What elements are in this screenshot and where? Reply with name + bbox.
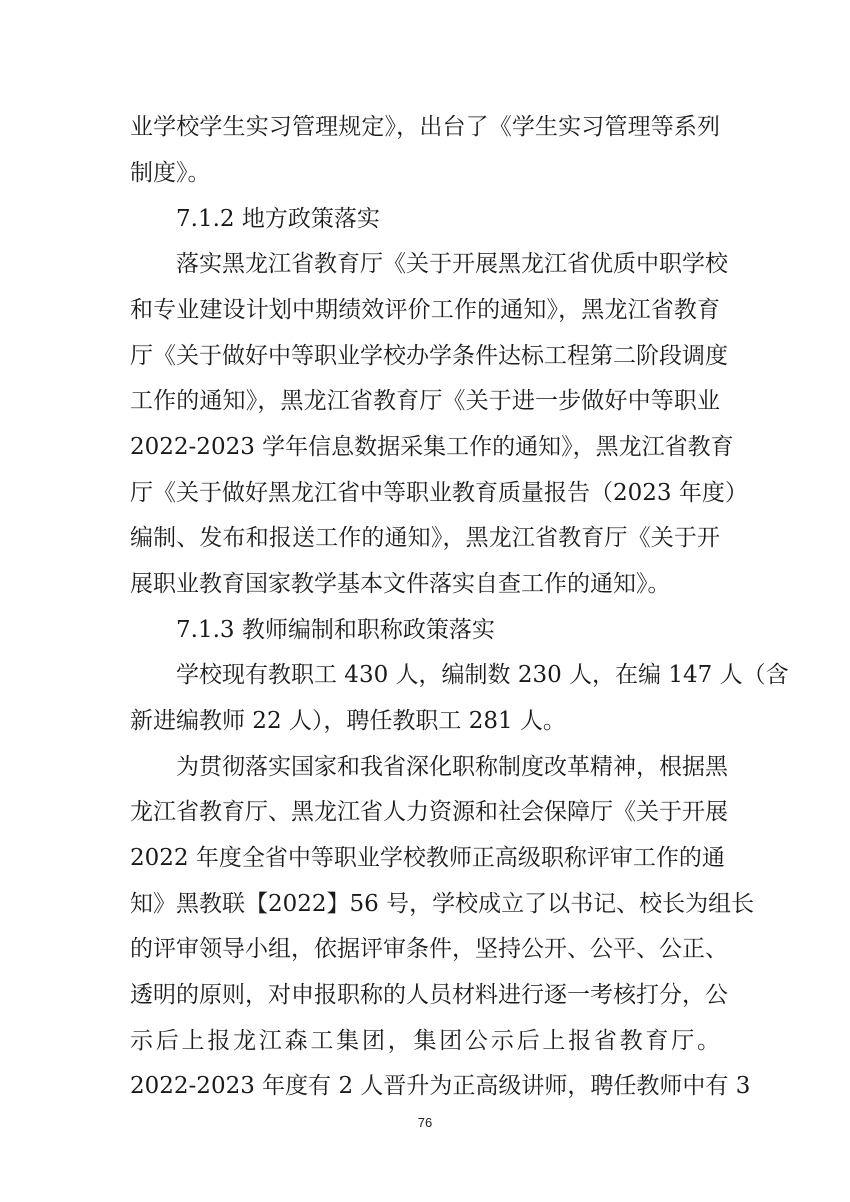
paragraph-line: 制度》。 bbox=[130, 160, 211, 186]
paragraph-line: 的评审领导小组，依据评审条件，坚持公开、公平、公正、 bbox=[130, 936, 728, 962]
paragraph-line: 为贯彻落实国家和我省深化职称制度改革精神，根据黑 bbox=[176, 754, 728, 780]
paragraph-line: 学校现有教职工 430 人，编制数 230 人，在编 147 人（含 bbox=[176, 662, 789, 688]
paragraph-line: 2022-2023 年度有 2 人晋升为正高级讲师，聘任教师中有 3 bbox=[130, 1073, 751, 1099]
paragraph-line: 展职业教育国家教学基本文件落实自查工作的通知》。 bbox=[130, 571, 671, 597]
paragraph-line: 2022-2023 学年信息数据采集工作的通知》，黑龙江省教育 bbox=[130, 434, 734, 460]
section-heading-7-1-2: 7.1.2 地方政策落实 bbox=[176, 206, 380, 232]
paragraph-line: 厅《关于做好中等职业学校办学条件达标工程第二阶段调度 bbox=[130, 343, 728, 369]
paragraph-line: 透明的原则，对申报职称的人员材料进行逐一考核打分，公 bbox=[130, 982, 728, 1008]
paragraph-line: 新进编教师 22 人），聘任教职工 281 人。 bbox=[130, 708, 566, 734]
paragraph-line: 厅《关于做好黑龙江省中等职业教育质量报告（2023 年度） bbox=[130, 480, 748, 506]
page-number: 76 bbox=[417, 1115, 433, 1130]
section-heading-7-1-3: 7.1.3 教师编制和职称政策落实 bbox=[176, 617, 495, 643]
paragraph-line: 和专业建设计划中期绩效评价工作的通知》，黑龙江省教育 bbox=[130, 297, 720, 323]
paragraph-line: 落实黑龙江省教育厅《关于开展黑龙江省优质中职学校 bbox=[176, 251, 728, 277]
paragraph-line: 示后上报龙江森工集团，集团公示后上报省教育厅。 bbox=[130, 1028, 720, 1054]
paragraph-line: 2022 年度全省中等职业学校教师正高级职称评审工作的通 bbox=[130, 845, 725, 871]
paragraph-line: 编制、发布和报送工作的通知》，黑龙江省教育厅《关于开 bbox=[130, 525, 720, 551]
paragraph-line: 龙江省教育厅、黑龙江省人力资源和社会保障厅《关于开展 bbox=[130, 799, 728, 825]
paragraph-line: 知》黑教联【2022】56 号，学校成立了以书记、校长为组长 bbox=[130, 891, 755, 917]
paragraph-line: 业学校学生实习管理规定》，出台了《学生实习管理等系列 bbox=[130, 114, 720, 140]
paragraph-line: 工作的通知》，黑龙江省教育厅《关于进一步做好中等职业 bbox=[130, 388, 720, 414]
